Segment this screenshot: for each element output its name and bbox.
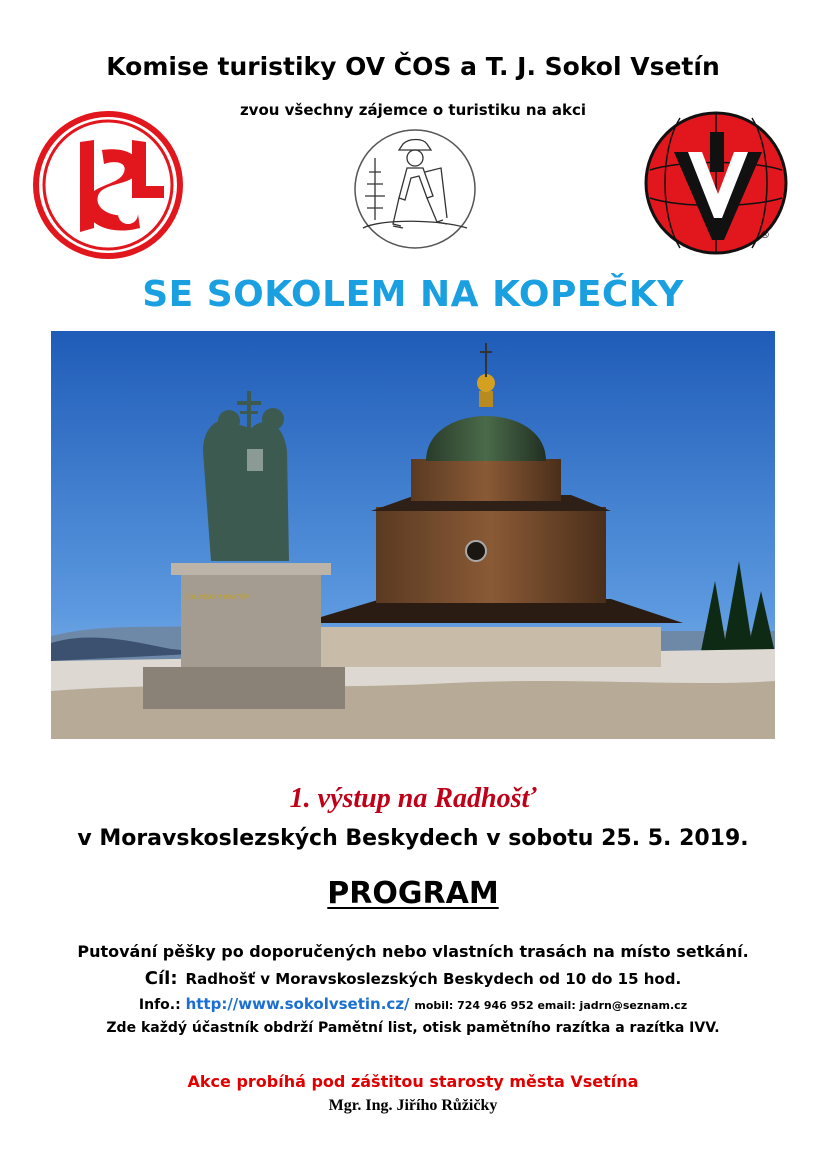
radhost-photo-icon [51, 331, 775, 739]
svg-text:®: ® [760, 230, 770, 241]
event-date-line: v Moravskoslezských Beskydech v sobotu 25. 5. 2019. [77, 826, 749, 851]
organizer-title: Komise turistiky OV ČOS a T. J. Sokol Vsetín [106, 52, 720, 81]
program-line-info [0, 995, 826, 1013]
info-label: Info.: [138, 997, 181, 1013]
svg-text:SOLUNSKÝM BRATŘÍM: SOLUNSKÝM BRATŘÍM [185, 594, 251, 601]
goal-text: Radhošť v Moravskoslezských Beskydech od 10 do 15 hod. [185, 970, 682, 988]
program-line-souvenir: Zde každý účastník obdrží Pamětní list, otisk pamětního razítka a razítka IVV. [106, 1020, 720, 1036]
sokol-logo-icon [32, 110, 184, 260]
hiker-drawing-icon [353, 128, 477, 250]
ivv-logo-icon [640, 110, 792, 256]
program-line-route: Putování pěšky po doporučených nebo vlastních trasách na místo setkání. [77, 942, 749, 961]
contact-info: mobil: 724 946 952 email: jadrn@seznam.cz [414, 999, 688, 1012]
goal-label: Cíl: [144, 968, 178, 989]
program-heading [0, 876, 826, 911]
invitation-subtitle: zvou všechny zájemce o turistiku na akci [239, 101, 587, 119]
program-heading-text: PROGRAM [327, 876, 499, 911]
patron-name: Mgr. Ing. Jiřího Růžičky [328, 1097, 498, 1114]
website-link[interactable]: http://www.sokolvsetin.cz/ [185, 995, 410, 1013]
main-title: SE SOKOLEM NA KOPEČKY [142, 274, 684, 315]
event-title: 1. výstup na Radhošť [289, 783, 537, 814]
patronage-text: Akce probíhá pod záštitou starosty města Vsetína [187, 1072, 639, 1091]
program-line-goal [0, 968, 826, 989]
